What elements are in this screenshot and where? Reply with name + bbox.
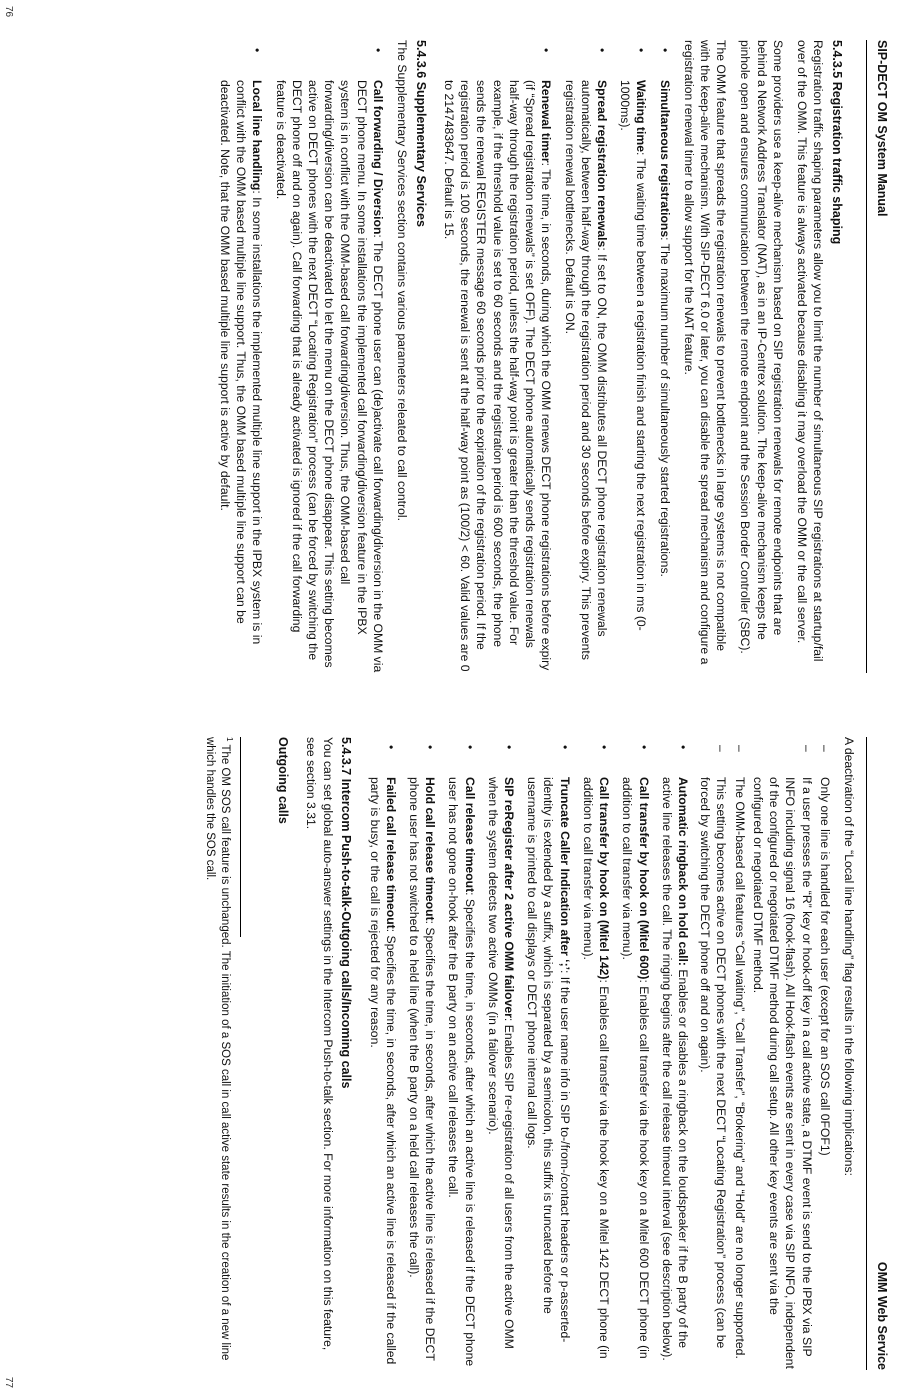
term: Waiting time xyxy=(634,80,649,152)
definition: : In some installations the implemented multiple line support in the IPBX system is in conflict with the OMM based multiple line support. Thus, the OMM based multiple line support can be deactivated. Note, that the OMM based multiple line support is active by default. xyxy=(217,80,265,645)
definition: : The time, in seconds, during which the OMM renews DECT phone registrations before expiry (if “Spread registration renewals” is set OFF). The DECT phone automatically sends registration renewals half-way through the registration period, unless the half-way point is greater than the threshold value. For example, if the threshold value is set to 60 seconds and the registration period is 600 seconds, the phone sends the renewal REGISTER message 60 seconds prior to the expiration of the registration period. If the registration period is 100 seconds, the renewal is sent at the half-way point as (100/2) < 60. Valid values are 0 to 2147483647. Default is 15. xyxy=(442,80,554,672)
definition: : The DECT phone user can (de)activate call forwarding/diversion in the OMM via DECT phone menu. In some installations the implemented call forwarding/diversion feature in the IPBX system is in conflict with the OMM-based call forwarding/diversion. Thus, the OMM-based call forwarding/diversion can be deactivated to let the menu on the DECT phone disappear. This setting becomes active on DECT phones with the next DECT “Locating Registration” process (can be forced by switching the DECT phone off and on again). Call forwarding that is already activated is ignored if the call forwarding feature is deactivated. xyxy=(273,80,385,673)
paragraph: Registration traffic shaping parameters allow you to limit the number of simultaneous SIP registrations at startup/fail over of the OMM. This feature is always activated because disabling it may overload the OMM or the call server. xyxy=(795,40,826,662)
section-heading-registration-traffic-shaping: 5.4.3.5 Registration traffic shaping xyxy=(830,40,844,245)
list-item xyxy=(406,737,438,1370)
list-item xyxy=(441,40,555,673)
page-content xyxy=(201,737,857,1370)
header-title: OMM Web Service xyxy=(874,1261,889,1370)
list-item: – This setting becomes active on DECT phones with the next DECT “Locating Registration” process (can be forced by switching the DECT phone off and on again). xyxy=(697,737,729,1370)
term: Call transfer by hook on (Mitel 600) xyxy=(636,777,651,980)
definition: : The maximum number of simultaneously started registrations. xyxy=(657,237,672,577)
term: Local line handling xyxy=(250,80,265,191)
paragraph: You can set global auto-answer settings in the Intercom Push-to-talk section. For more information on this feature, see section 3.31. xyxy=(304,737,335,1351)
definition: : The waiting time between a registration finish and starting the next registration in ms (0-1000ms). xyxy=(618,80,649,631)
definition: : Enables call transfer via the hook key on a Mitel 142 DECT phone (in addition to call transfer via menu). xyxy=(580,777,612,1359)
list-item xyxy=(580,737,612,1370)
page-header xyxy=(866,737,901,1370)
footnote-mark: 1 xyxy=(224,737,234,742)
list-item: – The OMM-based call features “Call waiting”, “Call Transfer”, “Brokering” and “Hold” are no longer supported. xyxy=(731,737,747,1370)
parameter-list xyxy=(366,737,691,1370)
page-content xyxy=(210,40,857,673)
list-item xyxy=(561,40,610,673)
paragraph: Some providers use a keep-alive mechanism based on SIP registration renewals for remote endpoints that are behind a Network Address Translator (NAT), as in an IP-Centrex solution. The keep-alive mechanism keeps the pinhole open and ensures communication between the remote endpoint and the Session Border Controller (SBC). xyxy=(738,40,785,654)
definition: : If set to ON, the OMM distributes all DECT phone registration renewals automatically, between half-way through the registration period and 30 seconds before expiry. This prevents registration renewal bottlenecks. Default is ON. xyxy=(562,80,609,660)
term: Call release timeout xyxy=(462,777,477,893)
paragraph: The OMM feature that spreads the registration renewals to prevent bottlenecks in large systems is not compatible with the keep-alive mechanism. With SIP-DECT 6.0 or later, you can disable the spread mechanism and configure a registration renewal timer to allow support for the NAT feature. xyxy=(681,40,729,665)
page-number: 77 xyxy=(3,1376,15,1388)
section-heading-intercom-push-to-talk: 5.4.3.7 Intercom Push-to-talk-Outgoing calls/Incoming calls xyxy=(339,737,354,1089)
list-item xyxy=(366,737,398,1370)
list-item: – Only one line is handled for each user (except for an SOS call 0FOF1) xyxy=(817,737,833,1370)
list-item xyxy=(485,737,517,1370)
term: Simultaneous registrations xyxy=(657,80,672,238)
definition: : Specifies the time, in seconds, after which an active line is released if the called party is busy, or the call is rejected for any reason. xyxy=(367,777,398,1365)
definition: : Enables call transfer via the hook key on a Mitel 600 DECT phone (in addition to call transfer via menu). xyxy=(620,777,651,1359)
definition: : Specifies the time, in seconds, after which the active line is released if the DECT phone user has not switched to a held line (when the B party on a held call releases the call). xyxy=(406,777,438,1361)
definition: : Enables SIP re-registration of all users from the active OMM when the system detects two active OMMs (in a failover scenario). xyxy=(485,777,517,1349)
page-number: 76 xyxy=(3,6,15,18)
term: Automatic ringback on hold call: xyxy=(676,777,691,966)
subheading-outgoing-calls: Outgoing calls xyxy=(276,737,291,824)
term: Truncate Caller Indication after ‘;’ xyxy=(557,777,572,971)
footnote-text: The OM SOS call feature is unchanged. The initiation of a SOS call in call active state results in the creation of a new line which handles the SOS call. xyxy=(203,737,231,1361)
term: Spread registration renewals xyxy=(594,80,609,248)
list-item xyxy=(619,737,651,1370)
parameter-list xyxy=(441,40,673,673)
page-header xyxy=(866,40,901,673)
term: Call transfer by hook on (Mitel 142) xyxy=(597,777,612,980)
footnote xyxy=(201,737,233,1370)
paragraph: The Supplementary Services section contains various parameters releated to call control. xyxy=(395,40,410,521)
parameter-list xyxy=(217,40,386,673)
list-item xyxy=(656,40,672,673)
footnote-divider xyxy=(240,737,241,937)
list-item xyxy=(659,737,691,1370)
list-item xyxy=(272,40,386,673)
header-title: SIP-DECT OM System Manual xyxy=(874,40,889,217)
list-item xyxy=(445,737,477,1370)
term: Hold call release timeout xyxy=(423,777,438,921)
list-item: – If a user presses the “R” key or hook-off key in a call active state, a DTMF event is send to the IPBX via SIP INFO including signal 16 (hook-flash). All Hook-flash events are sent in every case via SIP INFO, independent of the configured or negotiated DTMF method during call setup. All other key events are sent via the configured or negotiated DTMF method. xyxy=(750,737,815,1370)
definition: : Specifies the time, in seconds, after which an active line is released if the DECT phone user has not gone on-hook after the B party on an active call releases the call. xyxy=(446,777,477,1367)
definition: Enables or disables a ringback on the loudspeaker if the B party of the active line releases the call. The ringing begins after the call release timeout interval (see description below). xyxy=(659,777,691,1361)
section-heading-supplementary-services: 5.4.3.6 Supplementary Services xyxy=(413,40,428,227)
list-item xyxy=(217,40,266,673)
paragraph: A deactivation of the “Local line handling” flag results in the following implications: xyxy=(842,737,856,1176)
list-item xyxy=(617,40,649,673)
page-77 xyxy=(0,697,901,1394)
term: Failed call release timeout xyxy=(383,777,398,929)
term: Renewal timer xyxy=(539,80,554,163)
term: SIP reRegister after 2 active OMM failover xyxy=(502,777,517,1018)
term: Call forwarding / Diversion xyxy=(370,80,385,235)
list-item xyxy=(524,737,573,1370)
implication-list xyxy=(697,737,833,1370)
definition: : If the user name info in SIP to-/from-/contact headers or p-asserted-identity is extended by a suffix, which is separated by a semicolon, this suffix is truncated before the username is printed to call displays or DECT phone internal call logs. xyxy=(525,777,572,1343)
